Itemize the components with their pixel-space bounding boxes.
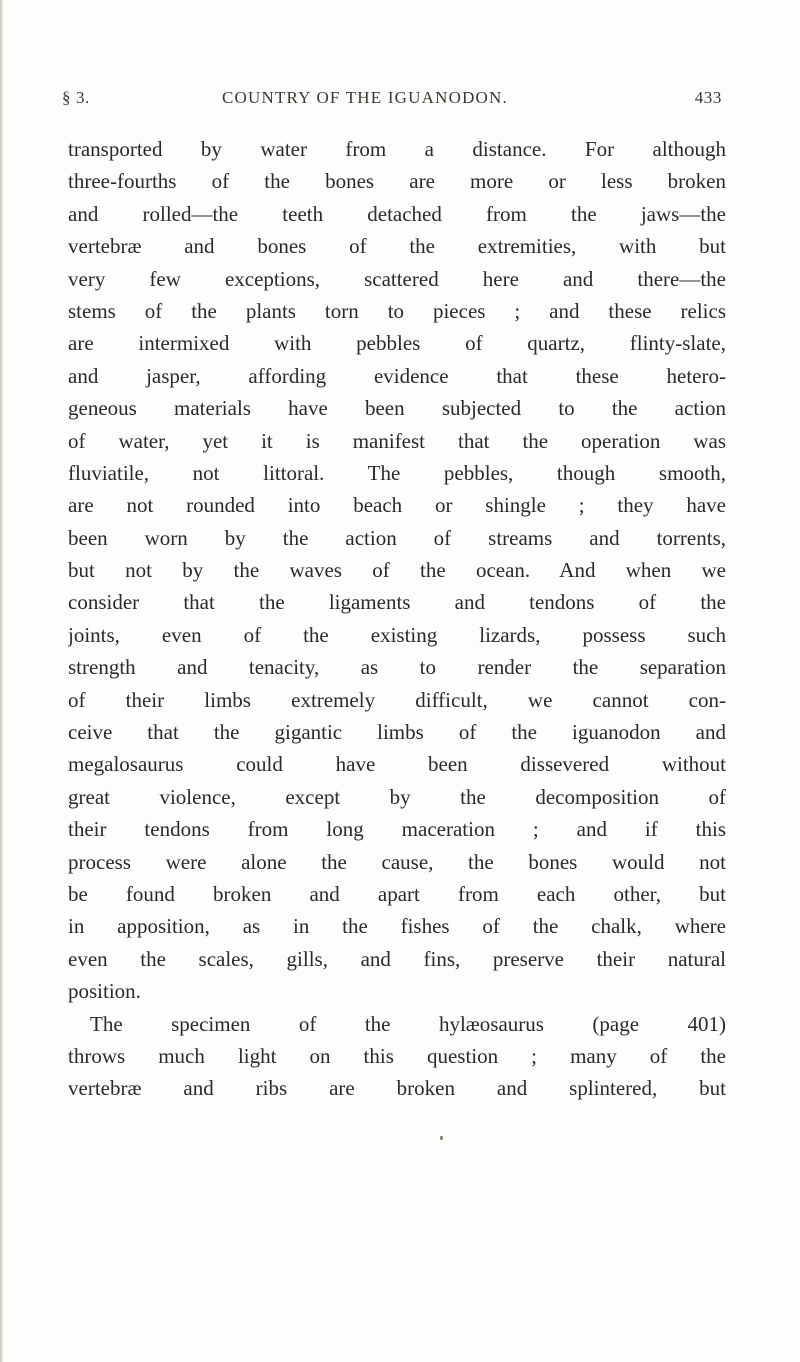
text-line: ceive that the gigantic limbs of the iguanodon and <box>68 720 726 745</box>
text-line: transported by water from a distance. For although <box>68 137 726 161</box>
text-line: megalosaurus could have been dissevered without <box>68 752 726 777</box>
text-line: joints, even of the existing lizards, possess such <box>68 622 726 647</box>
text-line: throws much light on this question ; many of the <box>68 1043 726 1068</box>
text-line: and jasper, affording evidence that these hetero- <box>68 363 726 388</box>
body-text <box>68 133 726 1105</box>
text-line: are not rounded into beach or shingle ; they have <box>68 493 726 518</box>
page-binding-edge <box>0 0 3 1362</box>
section-number: § 3. <box>62 88 90 107</box>
text-line: geneous materials have been subjected to the action <box>68 396 726 421</box>
text-line: vertebræ and ribs are broken and splintered, but <box>68 1076 726 1101</box>
text-line: very few exceptions, scattered here and there—the <box>68 266 726 291</box>
text-line: vertebræ and bones of the extremities, with but <box>68 234 726 259</box>
text-line: The specimen of the hylæosaurus (page 401) <box>90 1011 726 1036</box>
text-line: of water, yet it is manifest that the operation was <box>68 428 726 453</box>
text-line: great violence, except by the decomposition of <box>68 784 726 809</box>
text-line: consider that the ligaments and tendons of the <box>68 590 726 615</box>
text-line: are intermixed with pebbles of quartz, flinty-slate, <box>68 331 726 356</box>
text-line: fluviatile, not littoral. The pebbles, though smooth, <box>68 460 726 485</box>
chapter-title: COUNTRY OF THE IGUANODON. <box>222 88 508 107</box>
text-line: of their limbs extremely difficult, we cannot con- <box>68 687 726 712</box>
text-line: stems of the plants torn to pieces ; and these relics <box>68 298 726 323</box>
text-line: and rolled—the teeth detached from the jaws—the <box>68 201 726 226</box>
ink-speck <box>440 1136 443 1140</box>
page-number: 433 <box>694 88 722 107</box>
text-line: be found broken and apart from each other, but <box>68 881 726 906</box>
text-line: their tendons from long maceration ; and if this <box>68 817 726 842</box>
text-line: process were alone the cause, the bones would not <box>68 849 726 874</box>
running-head <box>62 88 722 112</box>
text-line: even the scales, gills, and fins, preserve their natural <box>68 946 726 971</box>
text-line: in apposition, as in the fishes of the chalk, where <box>68 914 726 939</box>
text-line: strength and tenacity, as to render the separation <box>68 655 726 680</box>
paragraph <box>68 1008 726 1105</box>
text-line: position. <box>68 979 141 1004</box>
text-line: three-fourths of the bones are more or less broken <box>68 169 726 194</box>
text-line: but not by the waves of the ocean. And when we <box>68 558 726 583</box>
text-line: been worn by the action of streams and torrents, <box>68 525 726 550</box>
paragraph <box>68 133 726 1008</box>
